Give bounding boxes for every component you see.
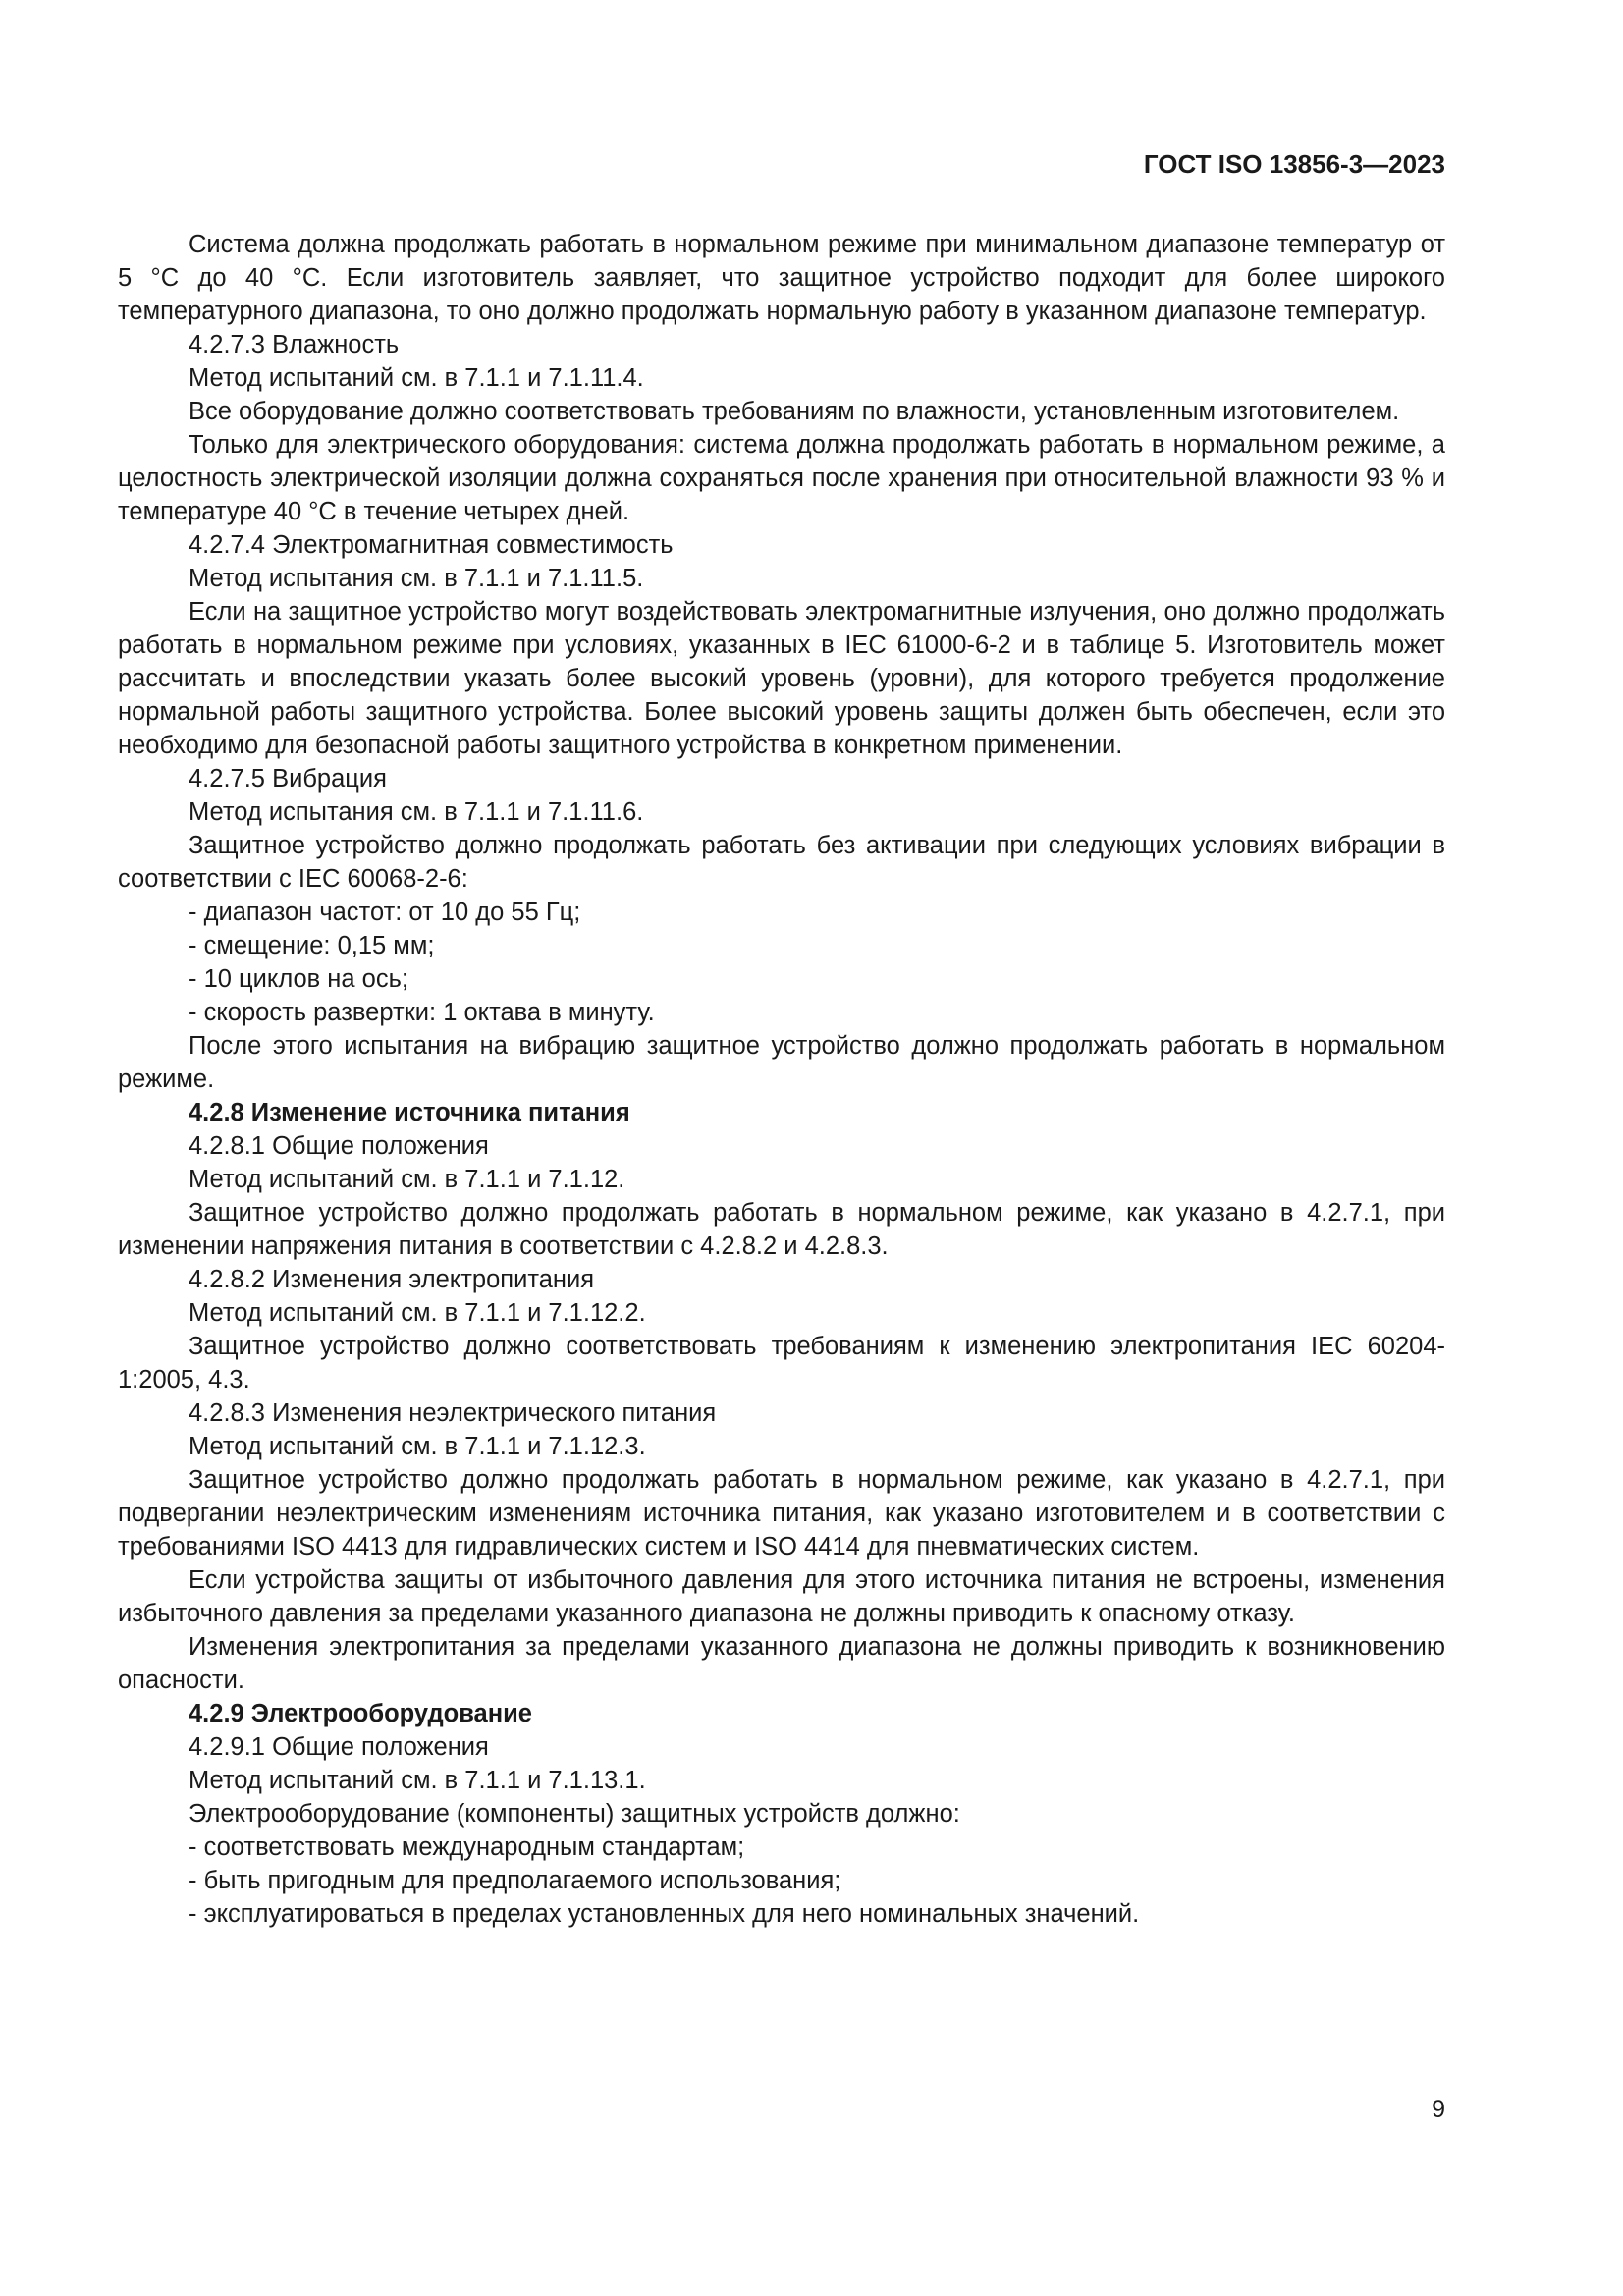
body-paragraph: После этого испытания на вибрацию защитное устройство должно продолжать работать в нормальном режиме. [118, 1032, 1445, 1093]
list-item: - быть пригодным для предполагаемого использования; [189, 1867, 841, 1894]
list-item: - соответствовать международным стандартам; [189, 1833, 745, 1861]
body-paragraph: Защитное устройство должно продолжать работать без активации при следующих условиях вибрации в соответствии с IEC 60068-2-6: [118, 832, 1445, 893]
body-paragraph: Защитное устройство должно соответствовать требованиям к изменению электропитания IEC 60204-1:2005, 4.3. [118, 1333, 1445, 1394]
subsection-title: 4.2.9.1 Общие положения [189, 1733, 489, 1761]
body-paragraph: Если на защитное устройство могут воздействовать электромагнитные излучения, оно должно продолжать работать в нормальном режиме при условиях, указанных в IEC 61000-6-2 и в таблице 5. Изготовитель может рассчитать и впоследствии указать более высокий уровень (уровни), для которого требуется продолжение нормальной работы защитного устройства. Более высокий уровень защиты должен быть обеспечен, если это необходимо для безопасной работы защитного устройства в конкретном применении. [118, 598, 1445, 759]
list-item: - смещение: 0,15 мм; [189, 932, 435, 959]
subsection-title: 4.2.8.2 Изменения электропитания [189, 1266, 595, 1293]
body-paragraph: Только для электрического оборудования: система должна продолжать работать в нормальном режиме, а целостность электрической изоляции должна сохраняться после хранения при относительной влажности 93 % и температуре 40 °С в течение четырех дней. [118, 431, 1445, 525]
body-paragraph: Защитное устройство должно продолжать работать в нормальном режиме, как указано в 4.2.7.1, при подвергании неэлектрическим изменениям источника питания, как указано изготовителем и в соответствии с требованиями ISO 4413 для гидравлических систем и ISO 4414 для пневматических систем. [118, 1466, 1445, 1560]
document-code-header: ГОСТ ISO 13856-3—2023 [1143, 149, 1445, 179]
body-paragraph: Система должна продолжать работать в нормальном режиме при минимальном диапазоне температур от 5 °С до 40 °С. Если изготовитель заявляет, что защитное устройство подходит для более широкого температурного диапазона, то оно должно продолжать нормальную работу в указанном диапазоне температур. [118, 231, 1445, 325]
body-paragraph: Изменения электропитания за пределами указанного диапазона не должны приводить к возникновению опасности. [118, 1633, 1445, 1694]
list-item: - диапазон частот: от 10 до 55 Гц; [189, 899, 581, 926]
body-paragraph: Электрооборудование (компоненты) защитных устройств должно: [189, 1800, 960, 1828]
list-item: - 10 циклов на ось; [189, 965, 408, 993]
subsection-title: 4.2.8.3 Изменения неэлектрического питания [189, 1399, 717, 1427]
body-paragraph: Все оборудование должно соответствовать требованиям по влажности, установленным изготовителем. [189, 398, 1400, 425]
section-heading: 4.2.8 Изменение источника питания [189, 1099, 630, 1126]
body-paragraph: Метод испытаний см. в 7.1.1 и 7.1.13.1. [189, 1767, 646, 1794]
section-heading: 4.2.9 Электрооборудование [189, 1700, 532, 1727]
list-item: - эксплуатироваться в пределах установленных для него номинальных значений. [189, 1900, 1140, 1928]
body-paragraph: Метод испытаний см. в 7.1.1 и 7.1.12. [189, 1166, 625, 1193]
subsection-title: 4.2.7.3 Влажность [189, 331, 400, 358]
subsection-title: 4.2.8.1 Общие положения [189, 1132, 489, 1160]
body-paragraph: Метод испытаний см. в 7.1.1 и 7.1.11.4. [189, 364, 644, 392]
subsection-title: 4.2.7.4 Электромагнитная совместимость [189, 531, 674, 559]
body-paragraph: Метод испытания см. в 7.1.1 и 7.1.11.5. [189, 565, 644, 592]
body-paragraph: Метод испытаний см. в 7.1.1 и 7.1.12.3. [189, 1433, 646, 1460]
body-paragraph: Метод испытаний см. в 7.1.1 и 7.1.12.2. [189, 1299, 646, 1327]
body-paragraph: Если устройства защиты от избыточного давления для этого источника питания не встроены, изменения избыточного давления за пределами указанного диапазона не должны приводить к опасному отказу. [118, 1566, 1445, 1627]
body-paragraph: Защитное устройство должно продолжать работать в нормальном режиме, как указано в 4.2.7.1, при изменении напряжения питания в соответствии с 4.2.8.2 и 4.2.8.3. [118, 1199, 1445, 1260]
page-number: 9 [1432, 2096, 1445, 2123]
list-item: - скорость развертки: 1 октава в минуту. [189, 999, 655, 1026]
subsection-title: 4.2.7.5 Вибрация [189, 765, 387, 793]
document-body [118, 228, 1445, 1931]
body-paragraph: Метод испытания см. в 7.1.1 и 7.1.11.6. [189, 798, 644, 826]
